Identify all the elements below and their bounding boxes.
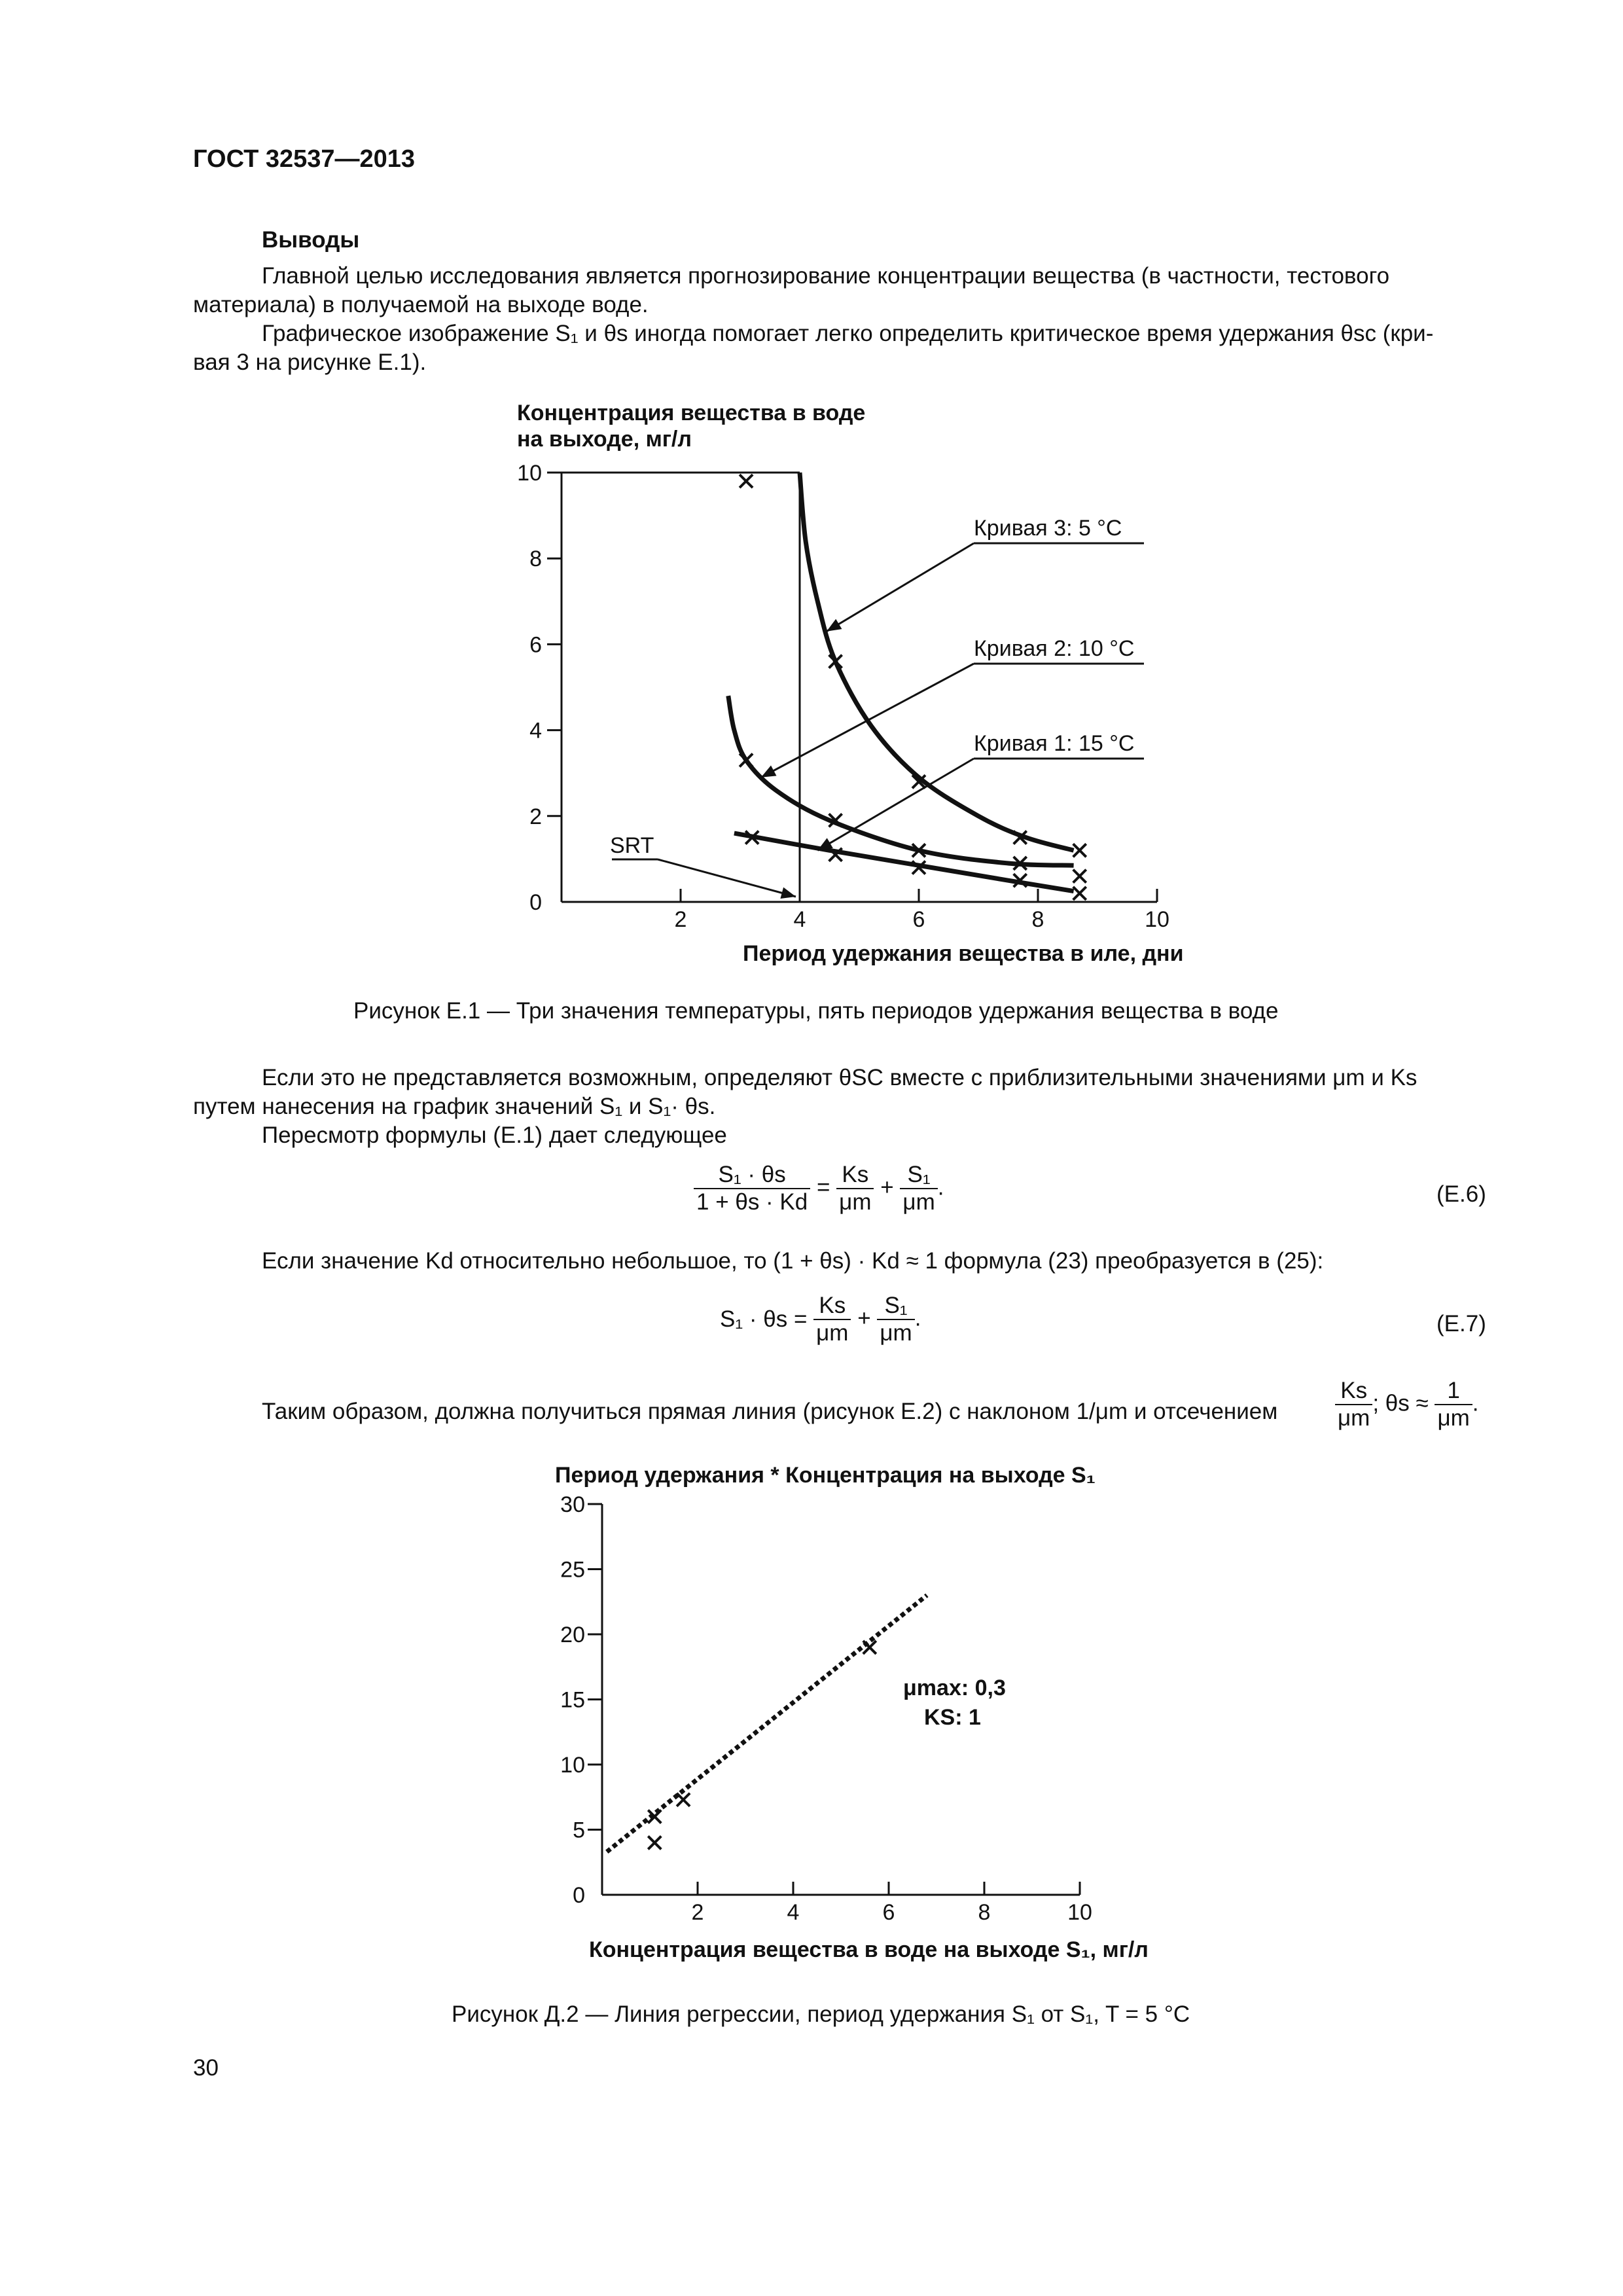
para1-line2: материала) в получаемой на выходе воде. [193, 292, 649, 317]
e7-mid-den: μm [816, 1320, 849, 1346]
t-theta: θs ≈ [1385, 1390, 1429, 1416]
e7-period: . [914, 1305, 921, 1331]
y-tick-label: 8 [529, 547, 542, 572]
text2-p1-line1: Если это не представляется возможным, определяют θSC вместе с приблизительными значениями μm и Ks [262, 1065, 1418, 1090]
x-tick-label: 8 [1031, 907, 1044, 932]
e6-mid-num: Ks [836, 1162, 874, 1189]
para1-line1: Главной целью исследования является прогнозирование концентрации вещества (в частности, тестового [262, 263, 1390, 289]
y-tick-label: 25 [560, 1557, 585, 1583]
y-tick-label: 20 [560, 1623, 585, 1647]
e7-right-num: S₁ [877, 1293, 914, 1320]
annotation-ks: KS: 1 [924, 1705, 981, 1730]
text2-p2: Пересмотр формулы (Е.1) дает следующее [262, 1122, 727, 1148]
para2-line1: Графическое изображение S₁ и θs иногда помогает легко определить критическое время удержания θsc (кри- [262, 321, 1434, 346]
x-tick-label: 6 [912, 907, 925, 932]
y-axis-title-line2: на выходе, мг/л [517, 427, 692, 452]
curve2-label: Кривая 2: 10 °С [974, 636, 1135, 661]
e7-right-den: μm [880, 1320, 912, 1346]
x-tick-label: 2 [674, 907, 687, 932]
section-title: Выводы [262, 227, 360, 253]
y-tick-label: 0 [573, 1883, 585, 1908]
y-tick-label: 10 [517, 461, 542, 486]
document-header: ГОСТ 32537—2013 [193, 145, 416, 173]
t-k-num: Ks [1335, 1378, 1372, 1405]
curve3-label: Кривая 3: 5 °С [974, 516, 1122, 541]
y-tick-label: 0 [529, 890, 542, 915]
para2-line2: вая 3 на рисунке Е.1). [193, 350, 427, 375]
x-tick-label: 2 [691, 1900, 704, 1925]
e6-equals: = [816, 1174, 830, 1200]
y-axis-title-line1: Концентрация вещества в воде [517, 401, 866, 425]
t-period: . [1472, 1390, 1479, 1416]
y-tick-label: 5 [573, 1818, 585, 1843]
y-tick-label: 6 [529, 632, 542, 658]
x-tick-label: 6 [882, 1900, 895, 1925]
x-axis-title: Период удержания вещества в иле, дни [743, 941, 1184, 966]
regression-line [607, 1595, 927, 1852]
e6-period: . [937, 1174, 944, 1200]
x-tick-label: 8 [978, 1900, 991, 1925]
e6-mid-den: μm [839, 1189, 872, 1215]
t-one-den: μm [1437, 1405, 1470, 1431]
x-tick-label: 10 [1145, 907, 1169, 932]
x-tick-label: 10 [1067, 1900, 1092, 1925]
t-semicolon: ; [1372, 1390, 1380, 1416]
t-one-num: 1 [1435, 1378, 1472, 1405]
text2-p1-line2: путем нанесения на график значений S₁ и S₁· θs. [193, 1094, 716, 1119]
x-axis-title: Концентрация вещества в воде на выходе S₁, мг/л [589, 1937, 1149, 1962]
y-tick-label: 4 [529, 718, 542, 744]
e7-plus: + [857, 1305, 871, 1331]
e7-mid-num: Ks [813, 1293, 851, 1320]
e6-right-den: μm [902, 1189, 935, 1215]
e6-right-num: S₁ [900, 1162, 937, 1189]
e6-plus: + [880, 1174, 894, 1200]
equation-e6-number: (Е.6) [1436, 1181, 1486, 1207]
y-tick-label: 15 [560, 1687, 585, 1713]
y-tick-label: 2 [529, 804, 542, 829]
curve1-label: Кривая 1: 15 °С [974, 731, 1135, 756]
data-point-marker [677, 1793, 690, 1806]
page-number: 30 [193, 2055, 219, 2081]
text2-p4: Таким образом, должна получиться прямая линия (рисунок Е.2) с наклоном 1/μm и отсечением [262, 1399, 1278, 1424]
x-tick-label: 4 [793, 907, 806, 932]
e6-left-num: S₁ · θs [694, 1162, 810, 1189]
e7-lhs: S₁ · θs = [720, 1306, 808, 1332]
e6-left-den: 1 + θs · Kd [696, 1189, 808, 1215]
equation-e7-number: (Е.7) [1436, 1311, 1486, 1336]
figure-e2-caption: Рисунок Д.2 — Линия регрессии, период удержания S₁ от S₁, T = 5 °С [452, 2001, 1190, 2027]
figure-e1-caption: Рисунок Е.1 — Три значения температуры, пять периодов удержания вещества в воде [353, 998, 1279, 1024]
srt-label: SRT [610, 833, 654, 858]
t-k-den: μm [1338, 1405, 1370, 1431]
x-tick-label: 4 [787, 1900, 800, 1925]
data-point-marker [863, 1641, 876, 1654]
annotation-mu-max: μmax: 0,3 [903, 1676, 1006, 1700]
chart2-title: Период удержания * Концентрация на выходе S₁ [555, 1463, 1096, 1488]
text2-p3: Если значение Kd относительно небольшое, то (1 + θs) · Kd ≈ 1 формула (23) преобразуется в (25): [262, 1248, 1324, 1274]
y-tick-label: 30 [560, 1492, 585, 1517]
data-point-marker [648, 1836, 661, 1849]
y-tick-label: 10 [560, 1753, 585, 1778]
